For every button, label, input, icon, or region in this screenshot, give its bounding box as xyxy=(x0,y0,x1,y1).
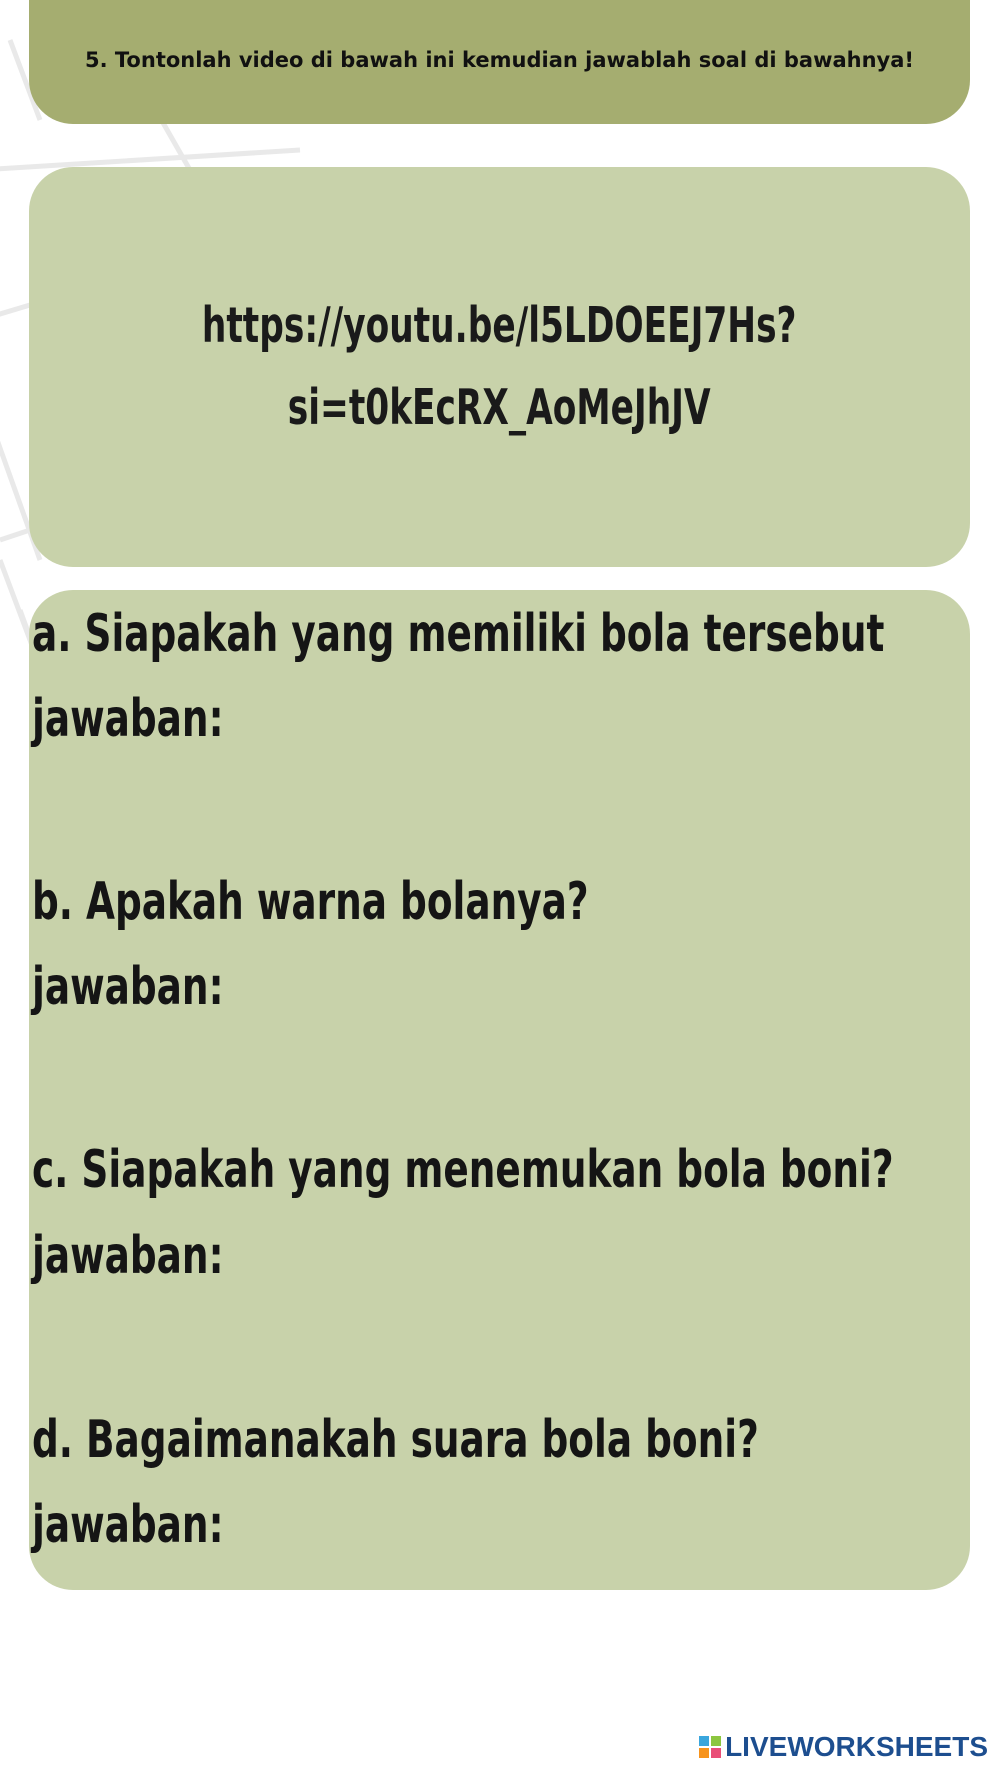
answer-label-c: jawaban: xyxy=(32,1226,224,1286)
question-d: d. Bagaimanakah suara bola boni? xyxy=(32,1410,759,1470)
video-link-panel xyxy=(29,167,970,567)
liveworksheets-brand[interactable] xyxy=(699,1731,988,1763)
video-link-line-2: si=t0kEcRX_AoMeJhJV xyxy=(288,379,711,436)
video-link[interactable] xyxy=(202,285,797,449)
answer-label-a: jawaban: xyxy=(32,689,224,749)
question-a: a. Siapakah yang memiliki bola tersebut xyxy=(32,604,885,664)
brand-name: LIVEWORKSHEETS xyxy=(725,1731,988,1762)
liveworksheets-logo-icon xyxy=(699,1736,721,1758)
question-c: c. Siapakah yang menemukan bola boni? xyxy=(32,1140,894,1200)
questions-panel xyxy=(29,590,970,1590)
instruction-text: 5. Tontonlah video di bawah ini kemudian jawablah soal di bawahnya! xyxy=(85,48,914,72)
video-link-line-1: https://youtu.be/l5LDOEEJ7Hs? xyxy=(202,297,797,354)
instruction-banner xyxy=(29,0,970,124)
question-b: b. Apakah warna bolanya? xyxy=(32,872,589,932)
answer-label-d: jawaban: xyxy=(32,1495,224,1555)
answer-label-b: jawaban: xyxy=(32,957,224,1017)
